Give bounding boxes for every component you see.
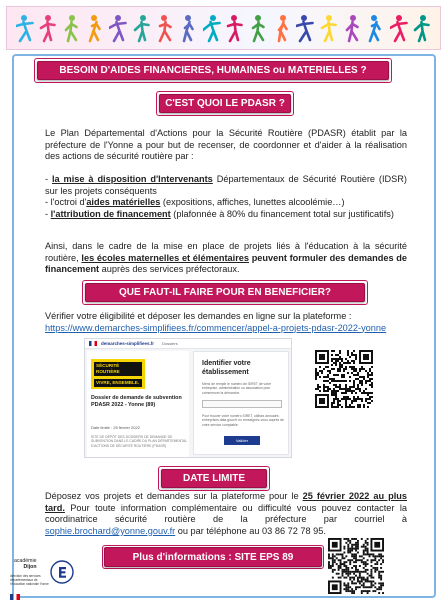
judo-icon — [366, 13, 384, 43]
dijon-label: Dijon — [23, 564, 37, 570]
handball-icon — [109, 13, 127, 43]
para2-end: auprès des services préfectoraux. — [99, 264, 240, 275]
cycling-icon — [62, 13, 80, 43]
section1-intro: Le Plan Départemental d'Actions pour la Sécurité Routière (PDASR) établit par la préfecture de l'Yonne a pour but de recenser, de coordonner et d'aider à la réalisation des actions de sécurité routière par : — [45, 128, 407, 162]
identify-text: Merci de remplir le numéro de SIRET de votre entreprise, administration ou association pour commencer la démarche. — [202, 382, 272, 395]
header-question: BESOIN D'AIDES FINANCIERES, HUMAINES ou MATERIELLES ? — [37, 61, 389, 80]
list-item: - l'attribution de financement (plafonnée à 80% du financement total sur justificatifs) — [45, 208, 394, 219]
gymnastics-icon — [179, 13, 197, 43]
contact-text: Pour toute information complémentaire ou difficulté vous pouvez contacter la coordinatrice sécurité routière de la préfecture par courriel à — [45, 502, 407, 525]
ecoles-text: les écoles maternelles et élémentaires — [81, 252, 249, 263]
section3-title: DATE LIMITE — [161, 469, 267, 488]
runner-icon — [343, 13, 361, 43]
canoe-icon — [203, 13, 221, 43]
qr-code-icon — [328, 538, 384, 594]
more-info-button[interactable]: Plus d'informations : SITE EPS 89 — [104, 547, 322, 567]
platform-identify-panel — [193, 351, 289, 455]
platform-tab: Dossiers — [162, 341, 178, 346]
platform-date: Date limite : 25 février 2022 — [91, 425, 140, 430]
section1-list — [45, 174, 407, 220]
athletics-icon — [16, 13, 34, 43]
platform-screenshot — [84, 338, 292, 458]
qr-code-icon — [315, 350, 373, 408]
section2-text — [45, 311, 407, 334]
skate-icon — [273, 13, 291, 43]
academie-text — [14, 558, 37, 570]
tennis-icon — [226, 13, 244, 43]
marianne-flag-icon — [89, 341, 97, 346]
list-item-text: (expositions, affiches, lunettes alcoolémie…) — [160, 197, 345, 208]
email-link[interactable]: sophie.brochard@yonne.gouv.fr — [45, 525, 176, 536]
list-item: - la mise à disposition d'Intervenants Départementaux de Sécurité Routière (IDSR) sur les projets conséquents — [45, 174, 407, 196]
intervenants-link: la mise à disposition d'Intervenants — [51, 174, 213, 184]
football-icon — [413, 13, 431, 43]
list-item-text: Départementaux de Sécurité Routière (IDSR) sur les projets conséquents — [45, 174, 407, 196]
french-flag-icon — [10, 594, 20, 600]
academie-e-logo-icon — [50, 560, 74, 584]
platform-site-name: demarches-simplifiees.fr — [101, 341, 155, 346]
identify-help: Pour trouver votre numéro SIRET, utilisez annuaire-entreprises.data.gouv.fr ou renseignez-vous auprès de votre service comptable. — [202, 414, 284, 427]
academie-label: académie — [14, 558, 37, 564]
direction-text: direction des services départementaux de l'éducation nationale Yonne — [10, 574, 49, 586]
poster-line1: SÉCURITÉ ROUTIÈRE — [94, 362, 142, 376]
badminton-icon — [296, 13, 314, 43]
deadline-text: Déposez vos projets et demandes sur la plateforme pour le — [45, 491, 303, 501]
deadline-date: 25 février 2022 au plus tard. — [45, 491, 407, 513]
sports-banner — [6, 6, 441, 50]
list-item-text: (plafonnée à 80% du financement total sur justificatifs) — [170, 208, 394, 219]
section1-paragraph2 — [45, 241, 407, 276]
dance-icon — [156, 13, 174, 43]
section2-instruction: Vérifier votre éligibilité et déposer les demandes en ligne sur la plateforme : — [45, 311, 352, 321]
wheelchair-icon — [249, 13, 267, 43]
poster-line2: VIVRE, ENSEMBLE. — [94, 379, 142, 387]
section2-title: QUE FAUT-IL FAIRE POUR EN BENEFICIER? — [85, 283, 365, 302]
platform-small-text: SITE DE DÉPÔT DES DOSSIERS DE DEMANDE DE SUBVENTION DANS LE CADRE DU PLAN DÉPARTEMENTAL D'ACTIONS DE SÉCURITÉ ROUTIÈRE (PDASR) — [91, 435, 187, 448]
validate-button: Valider — [224, 436, 260, 445]
platform-link[interactable]: https://www.demarches-simplifiees.fr/commencer/appel-a-projets-pdasr-2022-yonne — [45, 322, 387, 333]
platform-topbar — [85, 339, 291, 349]
swimming-icon — [390, 13, 408, 43]
platform-left-panel — [87, 351, 189, 457]
aides-materielles: aides matérielles — [86, 197, 161, 208]
section1-title: C'EST QUOI LE PDASR ? — [159, 94, 291, 113]
section3-text — [45, 491, 407, 537]
rugby-icon — [39, 13, 57, 43]
academie-logo — [8, 556, 92, 602]
para2-text: Ainsi, dans le cadre de la mise en place de projets liés à l'éducation à la sécurité routière, — [45, 241, 407, 263]
volleyball-icon — [320, 13, 338, 43]
siret-input — [202, 400, 282, 408]
phone-text: ou par téléphone au 03 86 72 78 95. — [175, 525, 326, 536]
list-item-text: l'octroi d' — [50, 197, 87, 208]
demandes-text: peuvent formuler des demandes de financement — [45, 252, 407, 275]
securite-routiere-poster — [91, 359, 145, 389]
list-item: - l'octroi d'aides matérielles (expositions, affiches, lunettes alcoolémie…) — [45, 197, 345, 208]
attribution-financement: l'attribution de financement — [50, 208, 171, 219]
identify-title: Identifier votre établissement — [202, 360, 251, 376]
platform-doc-title: Dossier de demande de subvention PDASR 2022 - Yonne (89) — [91, 395, 182, 408]
climbing-icon — [133, 13, 151, 43]
basketball-icon — [86, 13, 104, 43]
